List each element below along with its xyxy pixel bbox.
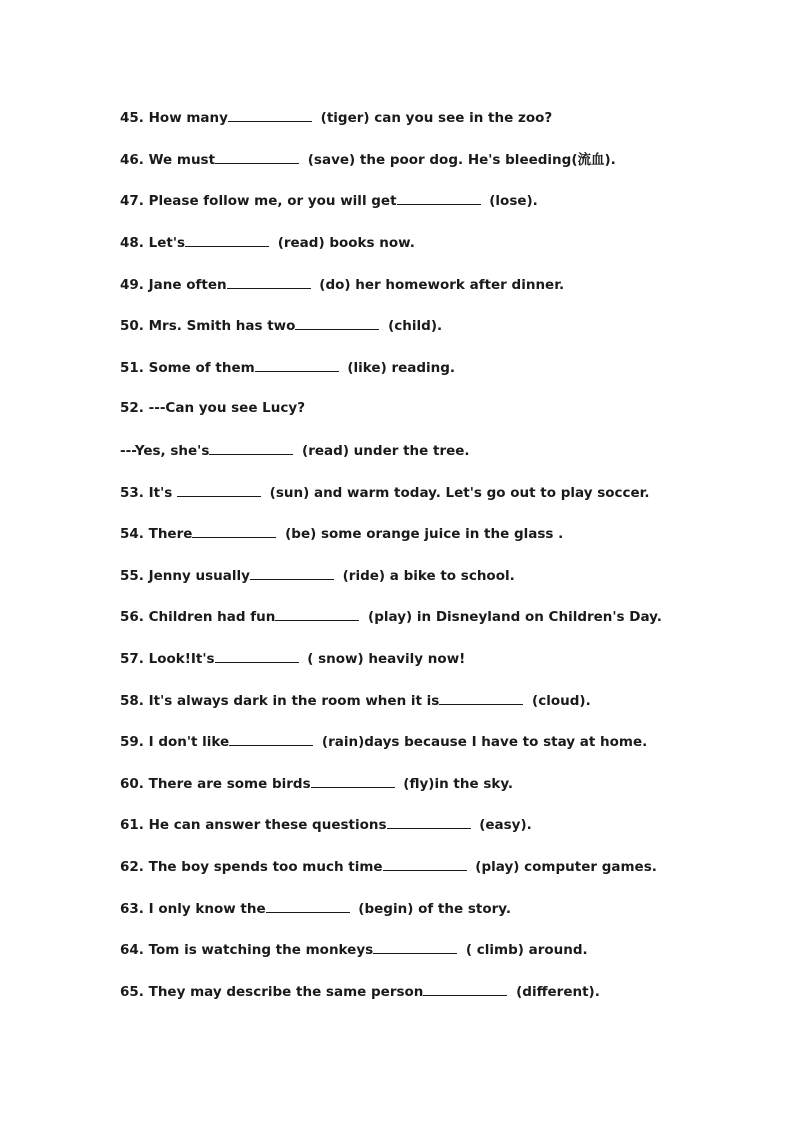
exercise-text-after: (play) in Disneyland on Children's Day. xyxy=(363,609,662,625)
exercise-text-after: (fly)in the sky. xyxy=(398,776,514,792)
answer-blank[interactable] xyxy=(215,648,299,663)
answer-blank[interactable] xyxy=(423,981,507,996)
exercise-text-after: (ride) a bike to school. xyxy=(337,568,515,584)
answer-blank[interactable] xyxy=(266,898,350,913)
answer-blank[interactable] xyxy=(439,690,523,705)
exercise-50 xyxy=(120,315,740,335)
exercise-62 xyxy=(120,856,740,876)
exercise-text-after: (child). xyxy=(383,318,443,334)
answer-blank[interactable] xyxy=(397,190,481,205)
answer-blank[interactable] xyxy=(383,856,467,871)
answer-blank[interactable] xyxy=(295,315,379,330)
exercise-text-before: 60. There are some birds xyxy=(120,776,311,792)
exercise-65 xyxy=(120,981,740,1001)
exercise-text-after: (read) books now. xyxy=(273,235,415,251)
exercise-text-before: 58. It's always dark in the room when it is xyxy=(120,693,440,709)
exercise-text-before: 47. Please follow me, or you will get xyxy=(120,193,397,209)
exercise-text-after: ( snow) heavily now! xyxy=(302,651,466,667)
exercise-text-before: 54. There xyxy=(120,526,193,542)
exercise-text-after: (save) the poor dog. He's bleeding(流血). xyxy=(303,152,616,168)
exercise-text-after: (play) computer games. xyxy=(470,859,657,875)
exercise-text-after: (rain)days because I have to stay at home. xyxy=(317,734,648,750)
exercise-text-before: 65. They may describe the same person xyxy=(120,984,424,1000)
exercise-text-before: 62. The boy spends too much time xyxy=(120,859,383,875)
exercise-64 xyxy=(120,939,740,959)
exercise-text-after: (read) under the tree. xyxy=(297,443,470,459)
exercise-text-before: 46. We must xyxy=(120,152,216,168)
exercise-text-before: 48. Let's xyxy=(120,235,185,251)
exercise-text-before: 57. Look!It's xyxy=(120,651,215,667)
answer-blank[interactable] xyxy=(177,482,261,497)
answer-blank[interactable] xyxy=(255,357,339,372)
answer-blank[interactable] xyxy=(215,149,299,164)
answer-blank[interactable] xyxy=(228,107,312,122)
answer-blank[interactable] xyxy=(373,939,457,954)
exercise-text-before: 63. I only know the xyxy=(120,901,266,917)
exercise-text-after: (tiger) can you see in the zoo? xyxy=(315,110,553,126)
exercise-58 xyxy=(120,690,740,710)
exercise-45 xyxy=(120,107,740,127)
exercise-59 xyxy=(120,731,740,751)
answer-blank[interactable] xyxy=(387,814,471,829)
exercise-55 xyxy=(120,565,740,585)
exercise-text-after: ( climb) around. xyxy=(461,942,588,958)
exercise-text-before: 53. It's xyxy=(120,485,177,501)
answer-blank[interactable] xyxy=(311,773,395,788)
exercise-text-before: 55. Jenny usually xyxy=(120,568,250,584)
exercise-63 xyxy=(120,898,740,918)
exercise-text-after: (be) some orange juice in the glass . xyxy=(280,526,564,542)
exercise-text: 52. ---Can you see Lucy? xyxy=(120,400,306,416)
exercise-52-answer xyxy=(120,440,740,460)
exercise-text-after: (begin) of the story. xyxy=(353,901,511,917)
exercise-text-after: (sun) and warm today. Let's go out to play soccer. xyxy=(264,485,650,501)
exercise-text-before: 51. Some of them xyxy=(120,360,255,376)
exercise-text-before: 61. He can answer these questions xyxy=(120,817,387,833)
answer-blank[interactable] xyxy=(229,731,313,746)
exercise-53 xyxy=(120,482,740,502)
exercise-46 xyxy=(120,149,740,169)
exercise-text-before: 45. How many xyxy=(120,110,228,126)
exercise-51 xyxy=(120,357,740,377)
exercise-52-question xyxy=(120,398,740,418)
answer-blank[interactable] xyxy=(275,606,359,621)
exercise-57 xyxy=(120,648,740,668)
answer-blank[interactable] xyxy=(192,523,276,538)
exercise-text-after: (like) reading. xyxy=(342,360,456,376)
exercise-text-after: (easy). xyxy=(474,817,532,833)
answer-blank[interactable] xyxy=(185,232,269,247)
answer-blank[interactable] xyxy=(209,440,293,455)
answer-blank[interactable] xyxy=(227,274,311,289)
exercise-text-after: (lose). xyxy=(484,193,538,209)
exercise-text-after: (cloud). xyxy=(527,693,591,709)
exercise-49 xyxy=(120,274,740,294)
exercise-61 xyxy=(120,814,740,834)
exercise-56 xyxy=(120,606,740,626)
exercise-text-before: 59. I don't like xyxy=(120,734,230,750)
exercise-48 xyxy=(120,232,740,252)
exercise-text-before: 56. Children had fun xyxy=(120,609,276,625)
exercise-text-before: 50. Mrs. Smith has two xyxy=(120,318,296,334)
exercise-text-before: 64. Tom is watching the monkeys xyxy=(120,942,374,958)
exercise-text-after: (different). xyxy=(511,984,600,1000)
answer-blank[interactable] xyxy=(250,565,334,580)
exercise-text-before: ---Yes, she's xyxy=(120,443,210,459)
exercise-47 xyxy=(120,190,740,210)
exercise-54 xyxy=(120,523,740,543)
exercise-text-after: (do) her homework after dinner. xyxy=(314,277,565,293)
exercise-text-before: 49. Jane often xyxy=(120,277,227,293)
exercise-60 xyxy=(120,773,740,793)
